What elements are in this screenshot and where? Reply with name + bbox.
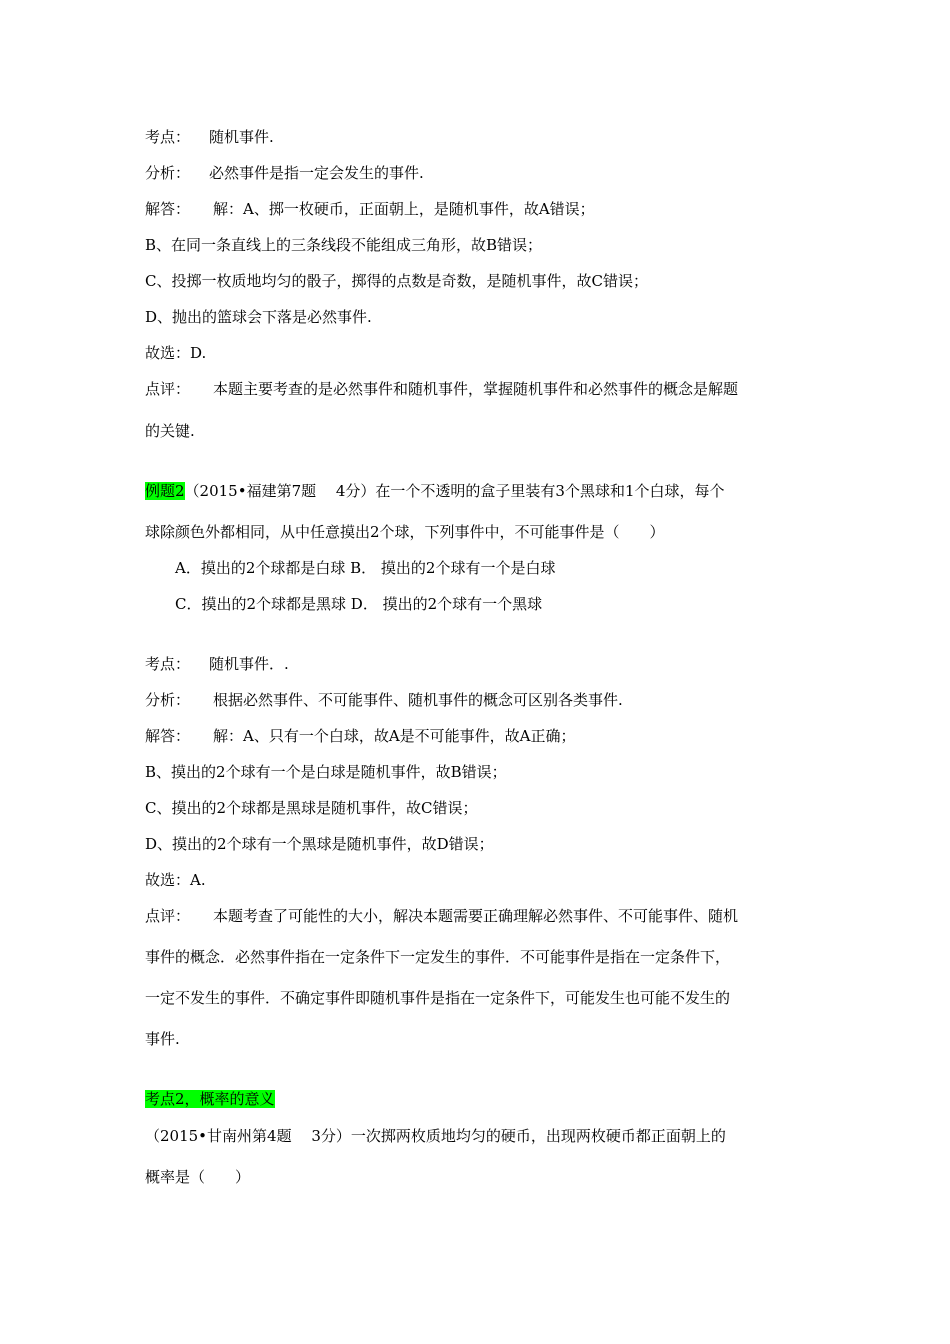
s1-fenxi-line [145, 162, 815, 184]
s2-guxuan: 故选：A. [145, 871, 206, 889]
ex2-tag-highlight: 例题2 [145, 482, 185, 500]
s1-guxuan: 故选：D. [145, 344, 207, 362]
s2-line-c: C、摸出的2个球都是黑球是随机事件，故C错误； [145, 799, 478, 817]
s1-jieda-value: 解：A、掷一枚硬币，正面朝上，是随机事件，故A错误； [213, 200, 595, 218]
s2-kaodian-label: 考点： [145, 655, 191, 673]
kaodian2-question-line2: 概率是（ ） [145, 1168, 251, 1186]
s1-line-c: C、投掷一枚质地均匀的骰子，掷得的点数是奇数，是随机事件，故C错误； [145, 272, 648, 290]
s1-kaodian-line [145, 126, 815, 148]
s2-dianping-cont1: 事件的概念．必然事件指在一定条件下一定发生的事件．不可能事件是指在一定条件下， [145, 948, 731, 966]
s2-line-d: D、摸出的2个球有一个黑球是随机事件，故D错误； [145, 835, 494, 853]
s1-dianping-line [145, 378, 815, 400]
s2-fenxi-label: 分析： [145, 691, 191, 709]
s2-line-b: B、摸出的2个球有一个是白球是随机事件，故B错误； [145, 763, 507, 781]
s2-fenxi-line [145, 689, 815, 711]
s1-dianping-value: 本题主要考查的是必然事件和随机事件，掌握随机事件和必然事件的概念是解题 [213, 380, 739, 398]
s1-kaodian-value: 随机事件. [209, 128, 274, 146]
s2-jieda-label: 解答： [145, 727, 191, 745]
s2-fenxi-value: 根据必然事件、不可能事件、随机事件的概念可区别各类事件. [213, 691, 623, 709]
s1-kaodian-label: 考点： [145, 128, 191, 146]
s2-dianping-cont3: 事件. [145, 1030, 180, 1048]
kaodian2-heading-line [145, 1088, 815, 1110]
ex2-question-text1: （2015•福建第7题 4分）在一个不透明的盒子里装有3个黑球和1个白球，每个 [184, 482, 725, 500]
s1-dianping-cont: 的关键. [145, 422, 195, 440]
s1-line-b: B、在同一条直线上的三条线段不能组成三角形，故B错误； [145, 236, 543, 254]
s1-fenxi-label: 分析： [145, 164, 191, 182]
s1-jieda-label: 解答： [145, 200, 191, 218]
s2-dianping-label: 点评： [145, 907, 191, 925]
kaodian2-heading: 考点2，概率的意义 [145, 1090, 275, 1108]
s2-jieda-line [145, 725, 815, 747]
s1-dianping-label: 点评： [145, 380, 191, 398]
s2-dianping-line [145, 905, 815, 927]
ex2-question-line1 [145, 480, 815, 502]
s1-jieda-line [145, 198, 815, 220]
kaodian2-question-line1: （2015•甘南州第4题 3分）一次掷两枚质地均匀的硬币，出现两枚硬币都正面朝上的 [145, 1127, 726, 1145]
ex2-question-line2: 球除颜色外都相同，从中任意摸出2个球，下列事件中，不可能事件是（ ） [145, 523, 665, 541]
ex2-option-ab: A．摸出的2个球都是白球 B． 摸出的2个球有一个是白球 [175, 559, 556, 577]
s2-jieda-value: 解：A、只有一个白球，故A是不可能事件，故A正确； [213, 727, 576, 745]
s2-kaodian-line [145, 653, 815, 675]
ex2-option-cd: C．摸出的2个球都是黑球 D． 摸出的2个球有一个黑球 [175, 595, 543, 613]
s2-dianping-value: 本题考查了可能性的大小，解决本题需要正确理解必然事件、不可能事件、随机 [213, 907, 739, 925]
s2-dianping-cont2: 一定不发生的事件．不确定事件即随机事件是指在一定条件下，可能发生也可能不发生的 [145, 989, 731, 1007]
s1-fenxi-value: 必然事件是指一定会发生的事件. [209, 164, 424, 182]
s1-line-d: D、抛出的篮球会下落是必然事件. [145, 308, 372, 326]
s2-kaodian-value: 随机事件．. [209, 655, 289, 673]
